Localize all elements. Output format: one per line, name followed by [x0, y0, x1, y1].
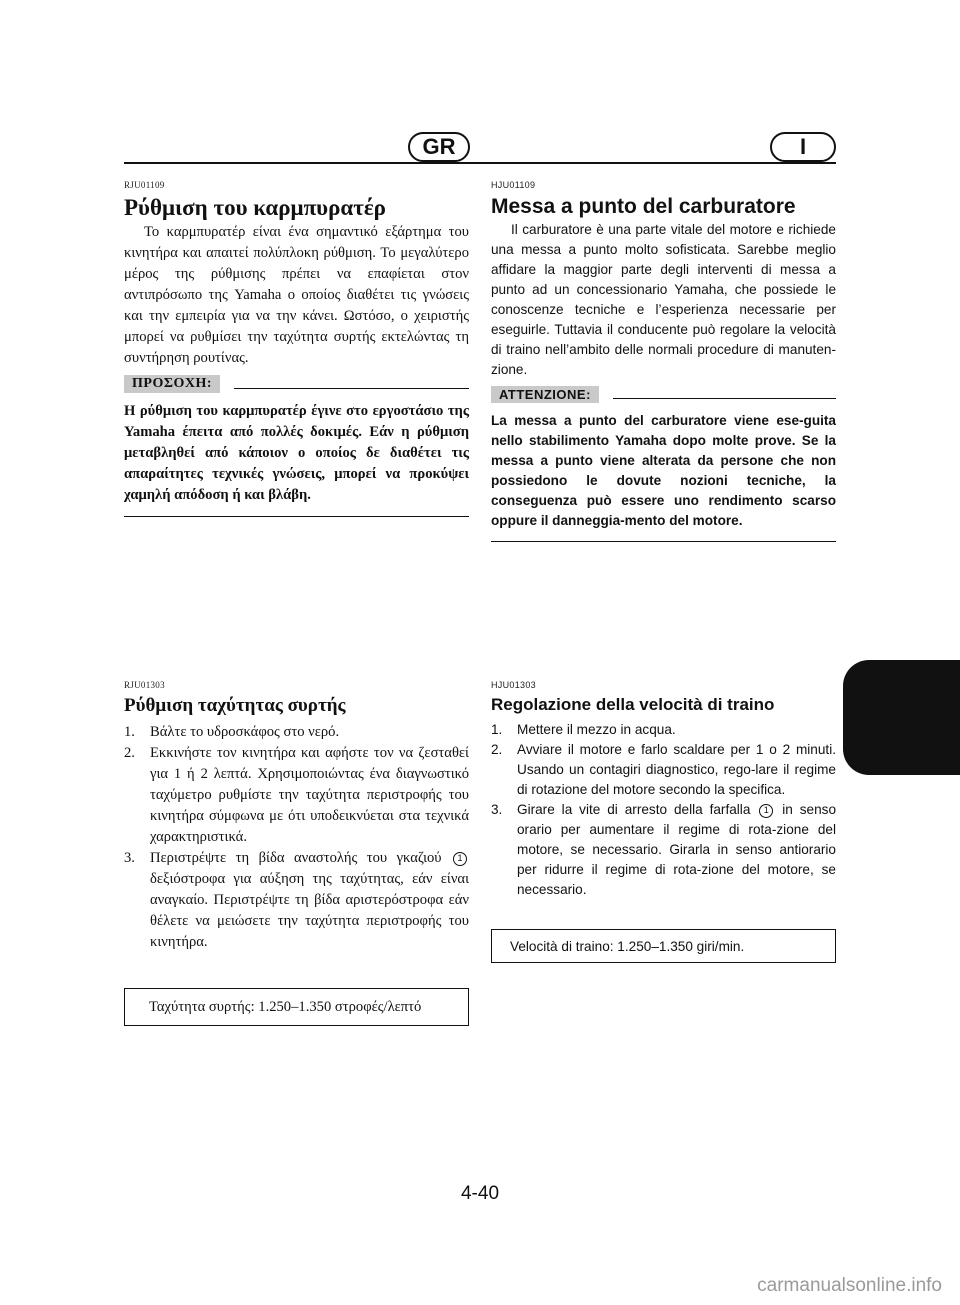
warning-text: La messa a punto del carburatore viene ese-guita nello stabilimento Yamaha dopo molte prove. Se la messa a punto viene alterata da persone che non possiedono le dovute nozioni tecniche, la conseguenza può essere uno rendimento scarso oppure il danneggia-mento del motore. [491, 413, 836, 528]
callout-number-icon: 1 [759, 804, 773, 818]
warning-header [124, 375, 469, 393]
language-badge-greek: GR [408, 132, 470, 162]
warning-end-rule [491, 541, 836, 542]
chapter-thumb-tab [843, 660, 960, 775]
section-code: RJU01303 [124, 680, 165, 690]
section-title: Messa a punto del carburatore [491, 195, 796, 218]
section-code: RJU01109 [124, 180, 165, 190]
header-rule [124, 162, 836, 164]
list-item: 2. Εκκινήστε τον κινητήρα και αφήστε τον να ζεσταθεί για 1 ή 2 λεπτά. Χρησιμοποιώντας ένα διαγνωστικό ταχύμετρο ρυθμίστε την ταχύτητα περιστροφής του κινητήρα σύμφωνα με ότι υποδεικνύεται στα τεχνικά χαρακτηριστικά. [124, 745, 469, 845]
section-title: Ρύθμιση του καρμπυρατέρ [124, 195, 386, 220]
section-code: HJU01303 [491, 680, 536, 690]
section-title: Regolazione della velocità di traino [491, 695, 775, 714]
list-item: 1. Mettere il mezzo in acqua. [491, 722, 676, 737]
page-number: 4-40 [460, 1183, 500, 1204]
warning-label: ΠΡΟΣΟΧΗ: [124, 375, 220, 393]
warning-end-rule [124, 516, 469, 517]
warning-text: Η ρύθμιση του καρμπυρατέρ έγινε στο εργοστάσιο της Yamaha έπειτα από πολλές δοκιμές. Εάν η ρύθμιση μεταβληθεί από κάποιον ο οποίος δε διαθέτει τις απαραίτητες τεχνικές γνώσεις, μπορεί να προκύψει χαμηλή απόδοση ή και βλάβη. [124, 403, 469, 503]
steps-list [124, 722, 469, 953]
warning-header [491, 386, 836, 403]
section-code: HJU01109 [491, 180, 536, 190]
section-body: Il carburatore è una parte vitale del motore e richiede una messa a punto molto sofisticata. Sarebbe meglio affidare la maggior parte degli interventi di messa a punto ad un concessionario Yamaha, che possiede le conoscenze tecniche e l’esperienza necessarie per eseguirle. Tuttavia il conducente può regolare la velocità di traino nell’ambito delle normali procedure di manuten-zione. [491, 222, 836, 377]
section-title: Ρύθμιση ταχύτητας συρτής [124, 695, 346, 716]
steps-list [491, 720, 836, 900]
section-trolling-speed-it [491, 680, 836, 900]
list-item: 3. Περιστρέψτε τη βίδα αναστολής του γκαζιού 1 δεξιόστροφα για αύξηση της ταχύτητας, εάν είναι αναγκαίο. Περιστρέψτε τη βίδα αριστερόστροφα εάν θέλετε να μειώσετε την ταχύτητα περιστροφής του κινητήρα. [124, 850, 469, 950]
section-trolling-speed-gr [124, 680, 469, 953]
section-carburetor-gr [124, 180, 469, 517]
section-carburetor-it [491, 180, 836, 542]
warning-rule [613, 398, 836, 399]
spec-box-it: Velocità di traino: 1.250–1.350 giri/min. [491, 929, 836, 963]
list-item: 3. Girare la vite di arresto della farfalla 1 in senso orario per aumentare il regime di rota-zione del motore, se necessario. Girarla in senso antiorario per ridurre il regime di rota-zione del motore, se necessario. [491, 802, 837, 897]
warning-rule [234, 388, 469, 389]
list-item: 1. Βάλτε το υδροσκάφος στο νερό. [124, 724, 340, 740]
warning-label: ATTENZIONE: [491, 386, 599, 403]
watermark: carmanualsonline.info [757, 1275, 942, 1296]
list-item: 2. Avviare il motore e farlo scaldare per 1 o 2 minuti. Usando un contagiri diagnostico, rego-lare il regime di rotazione del motore secondo la specifica. [491, 742, 836, 797]
language-badge-italian: I [770, 132, 836, 162]
spec-box-gr: Ταχύτητα συρτής: 1.250–1.350 στροφές/λεπτό [124, 988, 469, 1026]
section-body: Το καρμπυρατέρ είναι ένα σημαντικό εξάρτημα του κινητήρα και απαιτεί πολύπλοκη ρύθμιση. Το μεγαλύτερο μέρος της ρύθμισης πρέπει να επαφίεται στον αντιπρόσωπο της Yamaha ο οποίος διαθέτει τις γνώσεις και την εμπειρία για να την κάνει. Ωστόσο, ο χειριστής μπορεί να ρυθμίσει την ταχύτητα συρτής εκτελώντας τη συντήρηση ρουτίνας. [124, 224, 469, 366]
callout-number-icon: 1 [453, 852, 467, 866]
